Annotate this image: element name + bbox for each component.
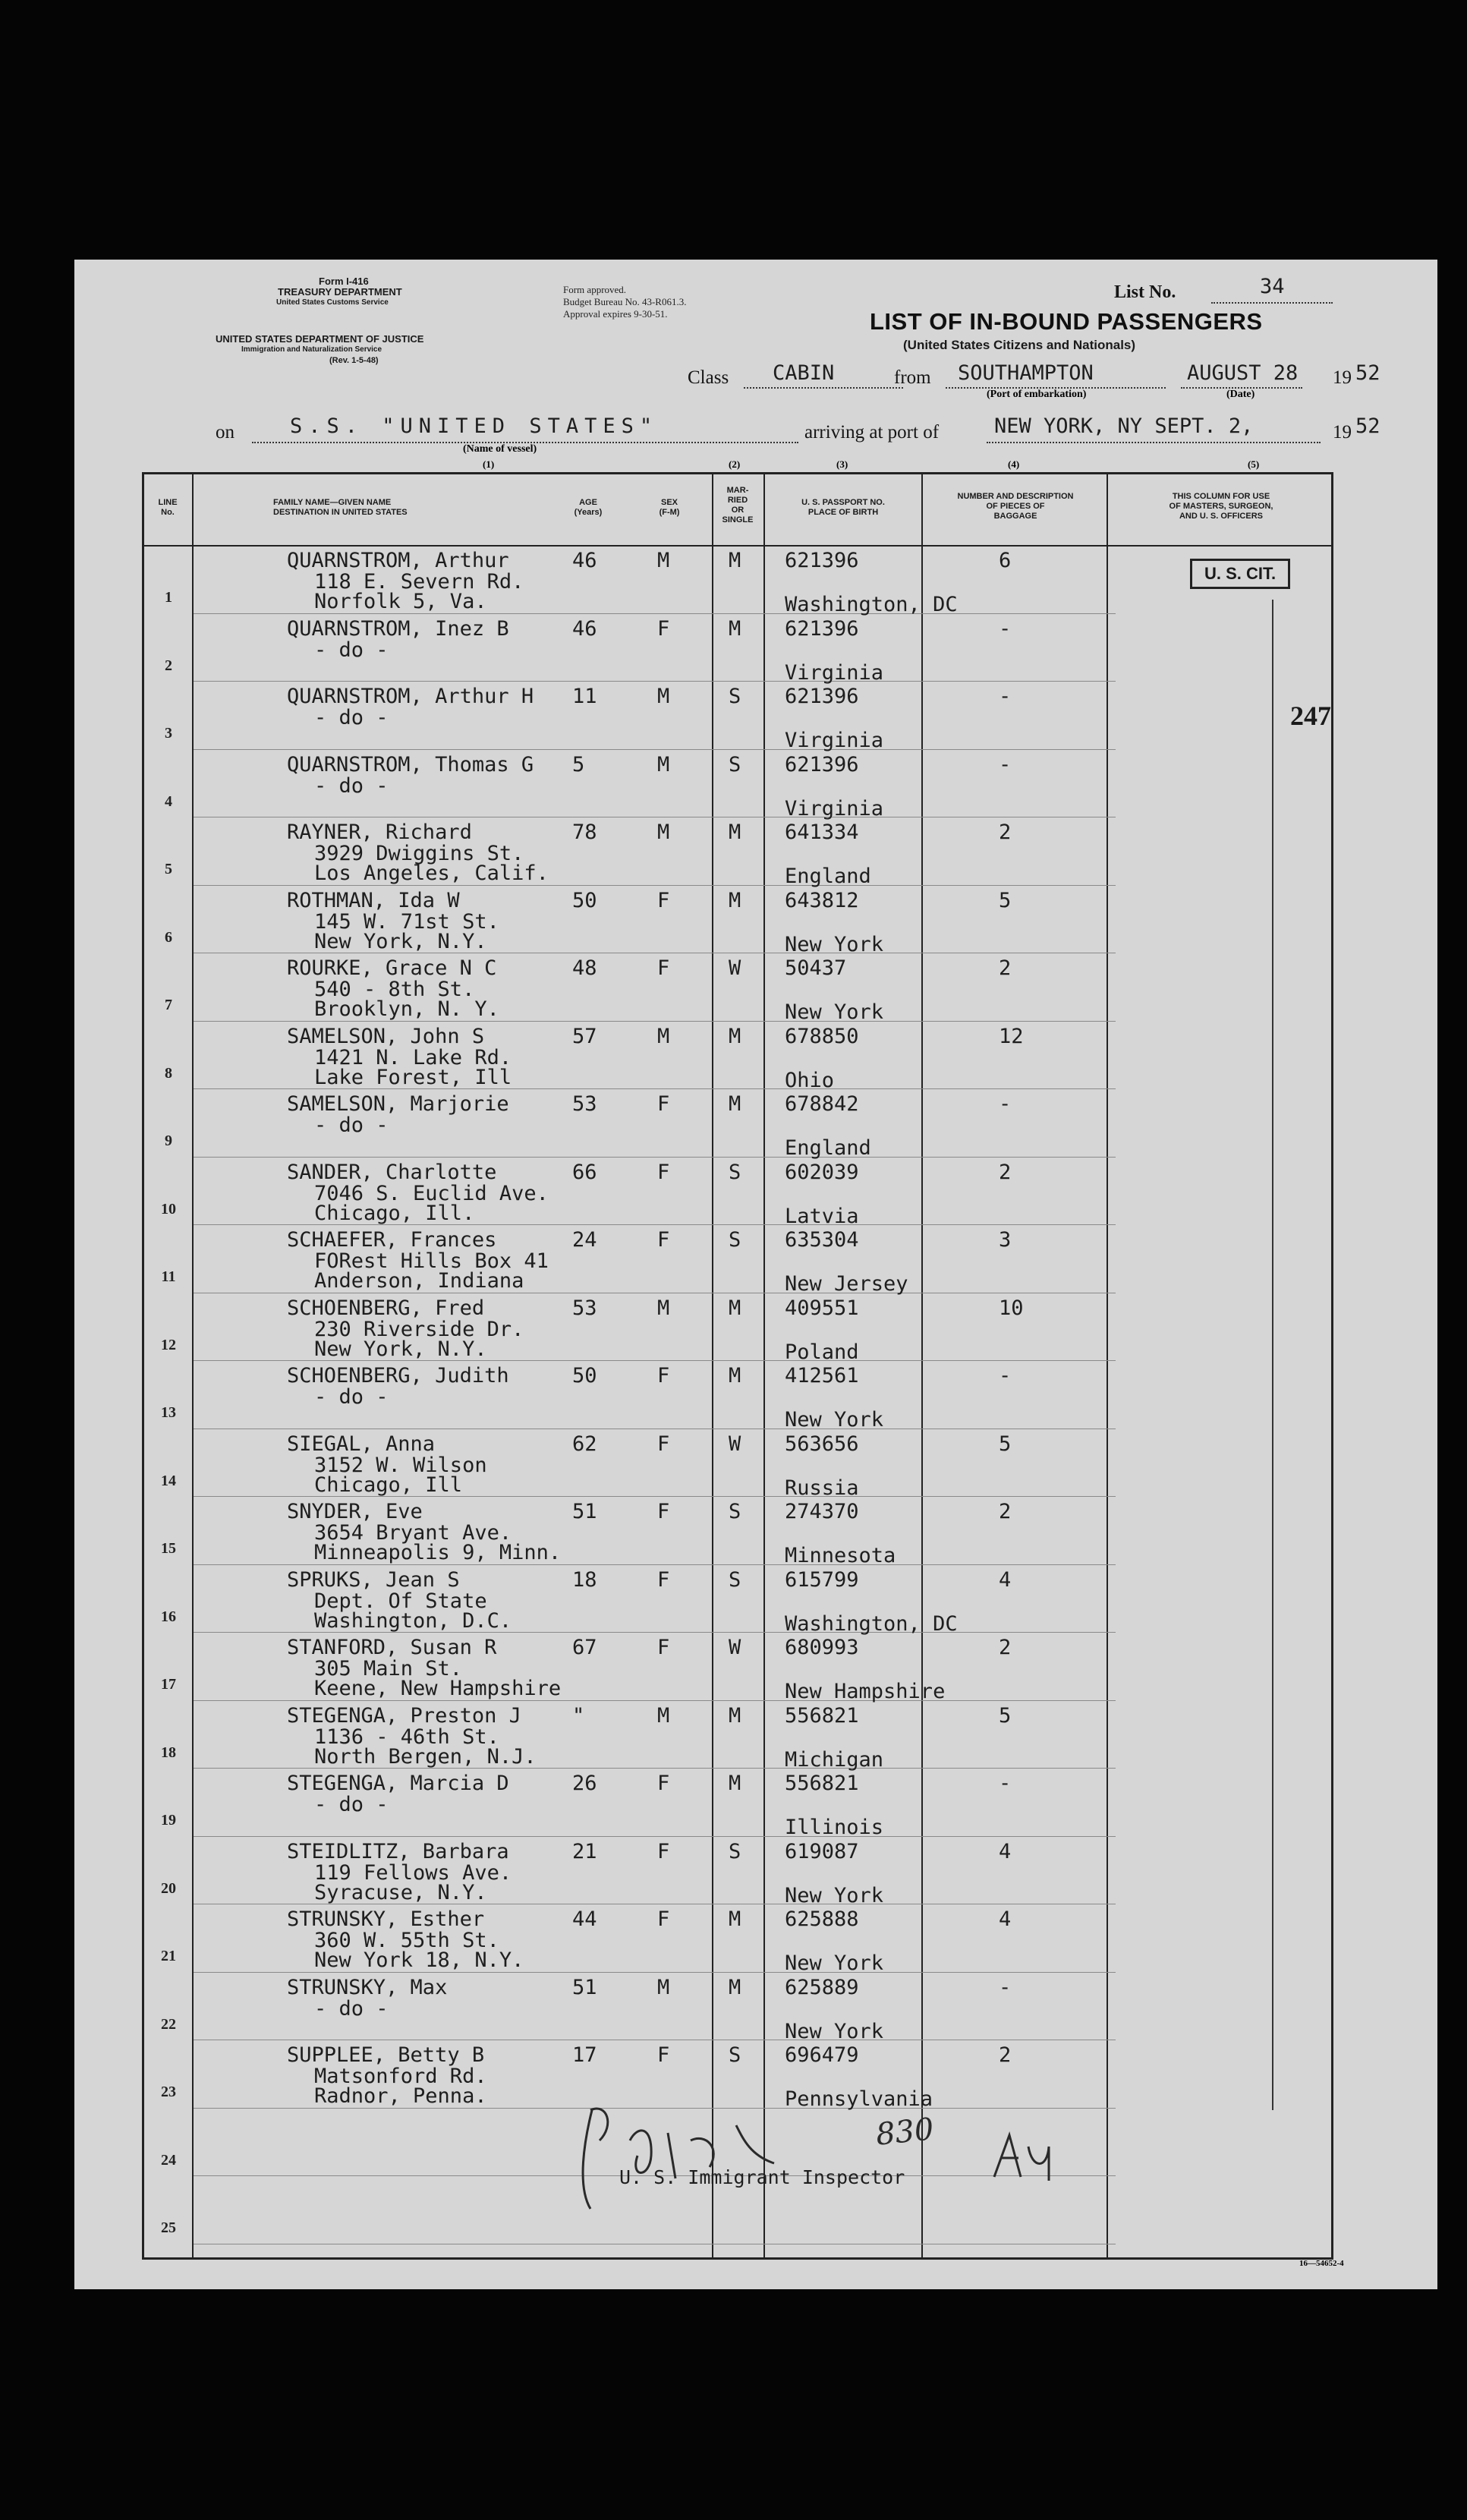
passenger-name: QUARNSTROM, Inez B <box>287 616 509 641</box>
col-header-baggage: NUMBER AND DESCRIPTION OF PIECES OF BAGGAGE <box>957 492 1074 521</box>
class-line <box>744 387 903 389</box>
passenger-age: 57 <box>572 1024 597 1048</box>
line-number: 14 <box>161 1472 176 1489</box>
baggage-count: - <box>999 1975 1012 1999</box>
passenger-name: STEGENGA, Marcia D <box>287 1772 509 1795</box>
list-no-value: 34 <box>1260 275 1285 298</box>
passenger-address-1: 1421 N. Lake Rd. <box>314 1045 512 1069</box>
passenger-name: ROURKE, Grace N C <box>287 956 497 980</box>
place-of-birth: Illinois <box>785 1816 884 1839</box>
list-no-label: List No. <box>1114 282 1176 302</box>
us-citizen-stamp: U. S. CIT. <box>1190 559 1290 589</box>
passenger-marital-status: S <box>729 1228 741 1252</box>
passenger-address-1: - do - <box>314 1793 389 1816</box>
arrival-port-date: NEW YORK, NY SEPT. 2, <box>994 414 1254 438</box>
passenger-age: 50 <box>572 888 597 912</box>
col-number-5: (5) <box>1248 458 1260 470</box>
passenger-name: QUARNSTROM, Thomas G <box>287 752 534 776</box>
passenger-address-1: 3929 Dwiggins St. <box>314 842 524 865</box>
line-number: 10 <box>161 1200 176 1217</box>
passport-number: 680993 <box>785 1636 859 1659</box>
passenger-name: SCHOENBERG, Fred <box>287 1296 485 1320</box>
place-of-birth: Washington, DC <box>785 1611 958 1636</box>
passenger-age: 24 <box>572 1228 597 1252</box>
passenger-name: QUARNSTROM, Arthur H <box>287 685 534 708</box>
col-number-3: (3) <box>836 458 848 470</box>
passenger-name: SUPPLEE, Betty B <box>287 2043 485 2067</box>
passenger-marital-status: S <box>729 1567 741 1592</box>
passenger-address-2: Syracuse, N.Y. <box>314 1880 487 1904</box>
passenger-sex: M <box>657 549 670 572</box>
passenger-age: 67 <box>572 1636 597 1659</box>
row-divider <box>194 681 1116 682</box>
passenger-marital-status: S <box>729 1839 741 1863</box>
baggage-count: 2 <box>999 1500 1012 1523</box>
customs-service: United States Customs Service <box>276 298 389 307</box>
passport-number: 635304 <box>785 1228 859 1252</box>
passenger-marital-status: S <box>729 1500 741 1523</box>
revision: (Rev. 1-5-48) <box>329 356 379 365</box>
baggage-count: 5 <box>999 1703 1012 1728</box>
passenger-age: 51 <box>572 1975 597 1999</box>
col-divider-baggage <box>1107 472 1108 2260</box>
place-of-birth: Latvia <box>785 1204 859 1228</box>
passenger-address-1: - do - <box>314 1385 389 1409</box>
passport-number: 274370 <box>785 1500 859 1523</box>
passenger-marital-status: M <box>729 1975 741 1999</box>
col-header-age: AGE (Years) <box>574 498 603 517</box>
passenger-age: 66 <box>572 1160 597 1184</box>
passenger-sex: F <box>657 956 670 980</box>
class-value: CABIN <box>773 361 835 385</box>
signature-scribble <box>562 2095 850 2216</box>
passenger-address-1: 3654 Bryant Ave. <box>314 1521 512 1545</box>
passenger-name: STRUNSKY, Esther <box>287 1907 485 1931</box>
line-number: 20 <box>161 1879 176 1897</box>
col-number-2: (2) <box>729 458 741 470</box>
line-number: 16 <box>161 1608 176 1625</box>
passenger-address-1: FORest Hills Box 41 <box>314 1249 549 1273</box>
passenger-address-2: New York, N.Y. <box>314 1337 487 1361</box>
baggage-count: 10 <box>999 1296 1024 1320</box>
passenger-sex: M <box>657 1024 670 1048</box>
place-of-birth: New York <box>785 2019 884 2043</box>
handwritten-time: 830 <box>874 2112 936 2153</box>
baggage-count: 5 <box>999 1432 1012 1456</box>
col-divider-married <box>763 472 765 2260</box>
line-number: 18 <box>161 1744 176 1761</box>
passenger-address-1: 230 Riverside Dr. <box>314 1317 524 1341</box>
page-subtitle: (United States Citizens and Nationals) <box>903 338 1136 352</box>
passenger-address-1: 1136 - 46th St. <box>314 1725 499 1749</box>
passenger-age: 26 <box>572 1772 597 1795</box>
passenger-address-2: Radnor, Penna. <box>314 2084 487 2108</box>
passenger-age: 21 <box>572 1839 597 1863</box>
line-number: 13 <box>161 1404 176 1421</box>
passport-number: 625888 <box>785 1907 859 1931</box>
place-of-birth: New York <box>785 1951 884 1975</box>
line-number: 8 <box>165 1064 172 1082</box>
arrival-year-prefix: 19 <box>1333 422 1352 443</box>
passenger-marital-status: S <box>729 752 741 776</box>
place-of-birth: Poland <box>785 1340 859 1364</box>
passenger-name: ROTHMAN, Ida W <box>287 888 460 912</box>
passport-number: 621396 <box>785 616 859 641</box>
line-number: 23 <box>161 2084 176 2100</box>
baggage-count: 2 <box>999 2043 1012 2067</box>
place-of-birth: Russia <box>785 1476 859 1500</box>
col-header-line: LINE No. <box>158 498 178 517</box>
passenger-sex: F <box>657 616 670 641</box>
passenger-address-1: 119 Fellows Ave. <box>314 1860 512 1885</box>
place-of-birth: Virginia <box>785 796 884 821</box>
col-divider-name <box>712 472 713 2260</box>
baggage-count: 4 <box>999 1839 1012 1863</box>
passenger-sex: F <box>657 1636 670 1659</box>
baggage-count: 2 <box>999 956 1012 980</box>
line-number: 19 <box>161 1812 176 1829</box>
baggage-count: 2 <box>999 1160 1012 1184</box>
col-header-married: MAR- RIED OR SINGLE <box>722 486 754 524</box>
passenger-address-1: Matsonford Rd. <box>314 2065 487 2088</box>
place-of-birth: Virginia <box>785 660 884 685</box>
passenger-sex: M <box>657 1296 670 1320</box>
ins-service: Immigration and Naturalization Service <box>241 345 382 354</box>
place-of-birth: Michigan <box>785 1747 884 1772</box>
passenger-sex: F <box>657 1839 670 1863</box>
passenger-name: STRUNSKY, Max <box>287 1975 448 1999</box>
passenger-name: QUARNSTROM, Arthur <box>287 549 509 572</box>
passenger-name: SAMELSON, John S <box>287 1024 485 1048</box>
passenger-address-2: Norfolk 5, Va. <box>314 590 487 613</box>
baggage-count: 4 <box>999 1567 1012 1592</box>
passenger-sex: M <box>657 752 670 776</box>
class-label: Class <box>688 367 729 388</box>
passport-number: 621396 <box>785 752 859 776</box>
baggage-count: 6 <box>999 549 1012 572</box>
passenger-name: SCHAEFER, Frances <box>287 1228 497 1252</box>
baggage-count: - <box>999 1364 1012 1388</box>
line-number: 12 <box>161 1336 176 1353</box>
passenger-age: 18 <box>572 1567 597 1592</box>
passenger-address-1: 360 W. 55th St. <box>314 1929 499 1952</box>
line-number: 22 <box>161 2015 176 2033</box>
date-label: (Date) <box>1226 389 1255 400</box>
passenger-marital-status: M <box>729 1772 741 1795</box>
col-header-sex: SEX (F-M) <box>659 498 680 517</box>
passenger-address-2: New York, N.Y. <box>314 929 487 953</box>
passport-number: 50437 <box>785 956 847 980</box>
place-of-birth: New Jersey <box>785 1272 908 1296</box>
line-number: 21 <box>161 1948 176 1964</box>
passport-number: 412561 <box>785 1364 859 1388</box>
baggage-count: - <box>999 1092 1012 1116</box>
passenger-address-1: 305 Main St. <box>314 1657 463 1681</box>
baggage-count: - <box>999 616 1012 641</box>
passenger-address-1: 118 E. Severn Rd. <box>314 570 524 594</box>
place-of-birth: Pennsylvania <box>785 2087 933 2111</box>
approval-line-3: Approval expires 9-30-51. <box>563 308 668 320</box>
passenger-age: 44 <box>572 1907 597 1931</box>
line-number: 9 <box>165 1132 172 1149</box>
passenger-name: STEGENGA, Preston J <box>287 1703 521 1728</box>
place-of-birth: Minnesota <box>785 1544 896 1567</box>
row-divider <box>194 749 1116 750</box>
passenger-age: 78 <box>572 821 597 844</box>
passenger-name: SAMELSON, Marjorie <box>287 1092 509 1116</box>
passenger-name: SNYDER, Eve <box>287 1500 423 1523</box>
passport-number: 602039 <box>785 1160 859 1184</box>
passenger-age: 53 <box>572 1296 597 1320</box>
passenger-age: 53 <box>572 1092 597 1116</box>
header-divider <box>142 545 1333 547</box>
passenger-marital-status: W <box>729 1636 741 1659</box>
passenger-age: 62 <box>572 1432 597 1456</box>
passenger-age: 46 <box>572 549 597 572</box>
passenger-sex: M <box>657 685 670 708</box>
passenger-marital-status: M <box>729 1703 741 1728</box>
passenger-marital-status: S <box>729 685 741 708</box>
line-number: 25 <box>161 2219 176 2236</box>
passport-number: 621396 <box>785 549 859 572</box>
col-number-1: (1) <box>483 458 495 470</box>
justice-dept: UNITED STATES DEPARTMENT OF JUSTICE <box>216 333 424 345</box>
on-label: on <box>216 422 235 443</box>
passenger-address-1: 540 - 8th St. <box>314 978 475 1001</box>
passenger-address-2: Anderson, Indiana <box>314 1269 524 1293</box>
line-number: 15 <box>161 1540 176 1557</box>
passport-number: 696479 <box>785 2043 859 2067</box>
passenger-address-1: 3152 W. Wilson <box>314 1453 487 1477</box>
place-of-birth: Ohio <box>785 1068 835 1092</box>
baggage-count: 12 <box>999 1024 1024 1048</box>
passenger-age: 46 <box>572 616 597 641</box>
passenger-marital-status: M <box>729 1296 741 1320</box>
passenger-address-1: - do - <box>314 1114 389 1137</box>
passenger-sex: F <box>657 1907 670 1931</box>
passenger-marital-status: M <box>729 821 741 844</box>
passport-number: 615799 <box>785 1567 859 1592</box>
baggage-count: 3 <box>999 1228 1012 1252</box>
officer-vertical-line <box>1272 600 1273 2110</box>
line-number: 1 <box>165 589 172 606</box>
inspector-signature <box>562 2095 850 2219</box>
passenger-marital-status: M <box>729 1907 741 1931</box>
line-number: 24 <box>161 2151 176 2169</box>
passenger-age: 5 <box>572 752 585 776</box>
passenger-address-1: - do - <box>314 1996 389 2021</box>
passenger-sex: F <box>657 1500 670 1523</box>
passenger-marital-status: W <box>729 1432 741 1456</box>
passenger-address-2: Washington, D.C. <box>314 1608 512 1633</box>
passenger-sex: F <box>657 1364 670 1388</box>
line-number: 5 <box>165 861 172 877</box>
passenger-sex: F <box>657 2043 670 2067</box>
passport-number: 678842 <box>785 1092 859 1116</box>
passenger-sex: F <box>657 1432 670 1456</box>
passenger-address-2: Chicago, Ill <box>314 1473 463 1497</box>
passport-number: 563656 <box>785 1432 859 1456</box>
passenger-marital-status: M <box>729 1092 741 1116</box>
passenger-sex: F <box>657 1160 670 1184</box>
col-header-name: FAMILY NAME—GIVEN NAME DESTINATION IN UNITED STATES <box>273 498 408 517</box>
arrival-year: 52 <box>1355 414 1380 438</box>
baggage-count: 4 <box>999 1907 1012 1931</box>
col-number-4: (4) <box>1008 458 1020 470</box>
passenger-marital-status: M <box>729 1364 741 1388</box>
passenger-address-2: Los Angeles, Calif. <box>314 862 549 885</box>
place-of-birth: New York <box>785 1883 884 1907</box>
passport-number: 625889 <box>785 1975 859 1999</box>
passenger-sex: M <box>657 1703 670 1728</box>
place-of-birth: New York <box>785 1000 884 1024</box>
passenger-marital-status: M <box>729 1024 741 1048</box>
passenger-address-2: Minneapolis 9, Minn. <box>314 1541 562 1564</box>
passenger-marital-status: S <box>729 1160 741 1184</box>
passenger-address-1: 145 W. 71st St. <box>314 909 499 934</box>
passenger-address-2: Brooklyn, N. Y. <box>314 997 499 1021</box>
line-number: 11 <box>161 1268 176 1285</box>
passenger-name: STEIDLITZ, Barbara <box>287 1839 509 1863</box>
passenger-age: " <box>572 1703 585 1728</box>
passenger-age: 51 <box>572 1500 597 1523</box>
inspector-label: U. S. Immigrant Inspector <box>619 2166 905 2188</box>
officer-number: 247 <box>1290 701 1331 731</box>
passport-number: 621396 <box>785 685 859 708</box>
baggage-count: 5 <box>999 888 1012 912</box>
list-no-line <box>1211 302 1333 304</box>
passenger-address-1: - do - <box>314 773 389 798</box>
passenger-name: RAYNER, Richard <box>287 821 472 844</box>
approval-line-1: Form approved. <box>563 284 627 295</box>
passport-number: 643812 <box>785 888 859 912</box>
passenger-sex: F <box>657 1092 670 1116</box>
row-divider <box>194 1157 1116 1158</box>
passenger-name: SPRUKS, Jean S <box>287 1567 460 1592</box>
passenger-sex: M <box>657 1975 670 1999</box>
passenger-address-2: Chicago, Ill. <box>314 1201 475 1225</box>
baggage-count: 2 <box>999 821 1012 844</box>
passport-number: 556821 <box>785 1772 859 1795</box>
initials-mark <box>987 2131 1055 2185</box>
passenger-address-1: Dept. Of State <box>314 1589 487 1613</box>
passport-number: 641334 <box>785 821 859 844</box>
from-value: SOUTHAMPTON <box>958 361 1094 385</box>
passenger-marital-status: M <box>729 549 741 572</box>
passenger-address-1: - do - <box>314 638 389 662</box>
departure-date: AUGUST 28 <box>1187 361 1299 385</box>
passenger-address-2: North Bergen, N.J. <box>314 1744 537 1769</box>
passport-number: 556821 <box>785 1703 859 1728</box>
passenger-marital-status: S <box>729 2043 741 2067</box>
passport-number: 619087 <box>785 1839 859 1863</box>
baggage-count: - <box>999 685 1012 708</box>
line-number: 3 <box>165 725 172 742</box>
baggage-count: - <box>999 1772 1012 1795</box>
departure-year: 52 <box>1355 361 1380 385</box>
passenger-sex: F <box>657 1567 670 1592</box>
passenger-address-2: Lake Forest, Ill <box>314 1065 512 1089</box>
place-of-birth: England <box>785 865 871 888</box>
baggage-count: - <box>999 752 1012 776</box>
initials-scribble <box>987 2131 1055 2188</box>
col-divider-passport <box>921 472 923 2260</box>
passenger-age: 50 <box>572 1364 597 1388</box>
passenger-name: SIEGAL, Anna <box>287 1432 436 1456</box>
passport-number: 678850 <box>785 1024 859 1048</box>
passenger-name: STANFORD, Susan R <box>287 1636 497 1659</box>
passenger-address-1: 7046 S. Euclid Ave. <box>314 1181 549 1205</box>
passenger-age: 48 <box>572 956 597 980</box>
passenger-address-2: Keene, New Hampshire <box>314 1677 562 1700</box>
line-number: 6 <box>165 928 172 946</box>
arrival-line <box>987 442 1321 443</box>
passenger-marital-status: M <box>729 888 741 912</box>
vessel-name: S.S. "UNITED STATES" <box>290 414 659 438</box>
col-divider-line <box>192 472 194 2260</box>
line-number: 17 <box>161 1676 176 1693</box>
place-of-birth: New York <box>785 1408 884 1432</box>
passenger-address-1: - do - <box>314 706 389 729</box>
passenger-sex: M <box>657 821 670 844</box>
passenger-age: 11 <box>572 685 597 708</box>
place-of-birth: New Hampshire <box>785 1680 946 1703</box>
passenger-marital-status: M <box>729 616 741 641</box>
form-number: Form I-416 <box>319 276 369 287</box>
footer-code: 16—54652-4 <box>1299 2259 1344 2268</box>
row-divider <box>194 1836 1116 1837</box>
page-title: LIST OF IN-BOUND PASSENGERS <box>870 308 1263 335</box>
passenger-marital-status: W <box>729 956 741 980</box>
place-of-birth: Washington, DC <box>785 593 958 616</box>
vessel-label: (Name of vessel) <box>463 443 537 455</box>
place-of-birth: New York <box>785 932 884 956</box>
place-of-birth: England <box>785 1136 871 1160</box>
departure-year-prefix: 19 <box>1333 367 1352 388</box>
passenger-address-2: New York 18, N.Y. <box>314 1948 524 1972</box>
passenger-name: SCHOENBERG, Judith <box>287 1364 509 1388</box>
col-header-officers: THIS COLUMN FOR USE OF MASTERS, SURGEON, AND U. S. OFFICERS <box>1169 492 1273 521</box>
port-of-embarkation-label: (Port of embarkation) <box>987 389 1087 400</box>
line-number: 2 <box>165 657 172 674</box>
arriving-label: arriving at port of <box>804 422 940 443</box>
col-header-passport: U. S. PASSPORT NO. PLACE OF BIRTH <box>801 498 885 517</box>
passenger-sex: F <box>657 888 670 912</box>
place-of-birth: Virginia <box>785 729 884 752</box>
passenger-age: 17 <box>572 2043 597 2067</box>
passenger-sex: F <box>657 1228 670 1252</box>
passport-number: 409551 <box>785 1296 859 1320</box>
passenger-name: SANDER, Charlotte <box>287 1160 497 1184</box>
from-label: from <box>894 367 931 388</box>
line-number: 7 <box>165 997 172 1013</box>
approval-line-2: Budget Bureau No. 43-R061.3. <box>563 296 687 307</box>
baggage-count: 2 <box>999 1636 1012 1659</box>
line-number: 4 <box>165 792 172 810</box>
treasury-dept: TREASURY DEPARTMENT <box>278 286 402 298</box>
passenger-sex: F <box>657 1772 670 1795</box>
